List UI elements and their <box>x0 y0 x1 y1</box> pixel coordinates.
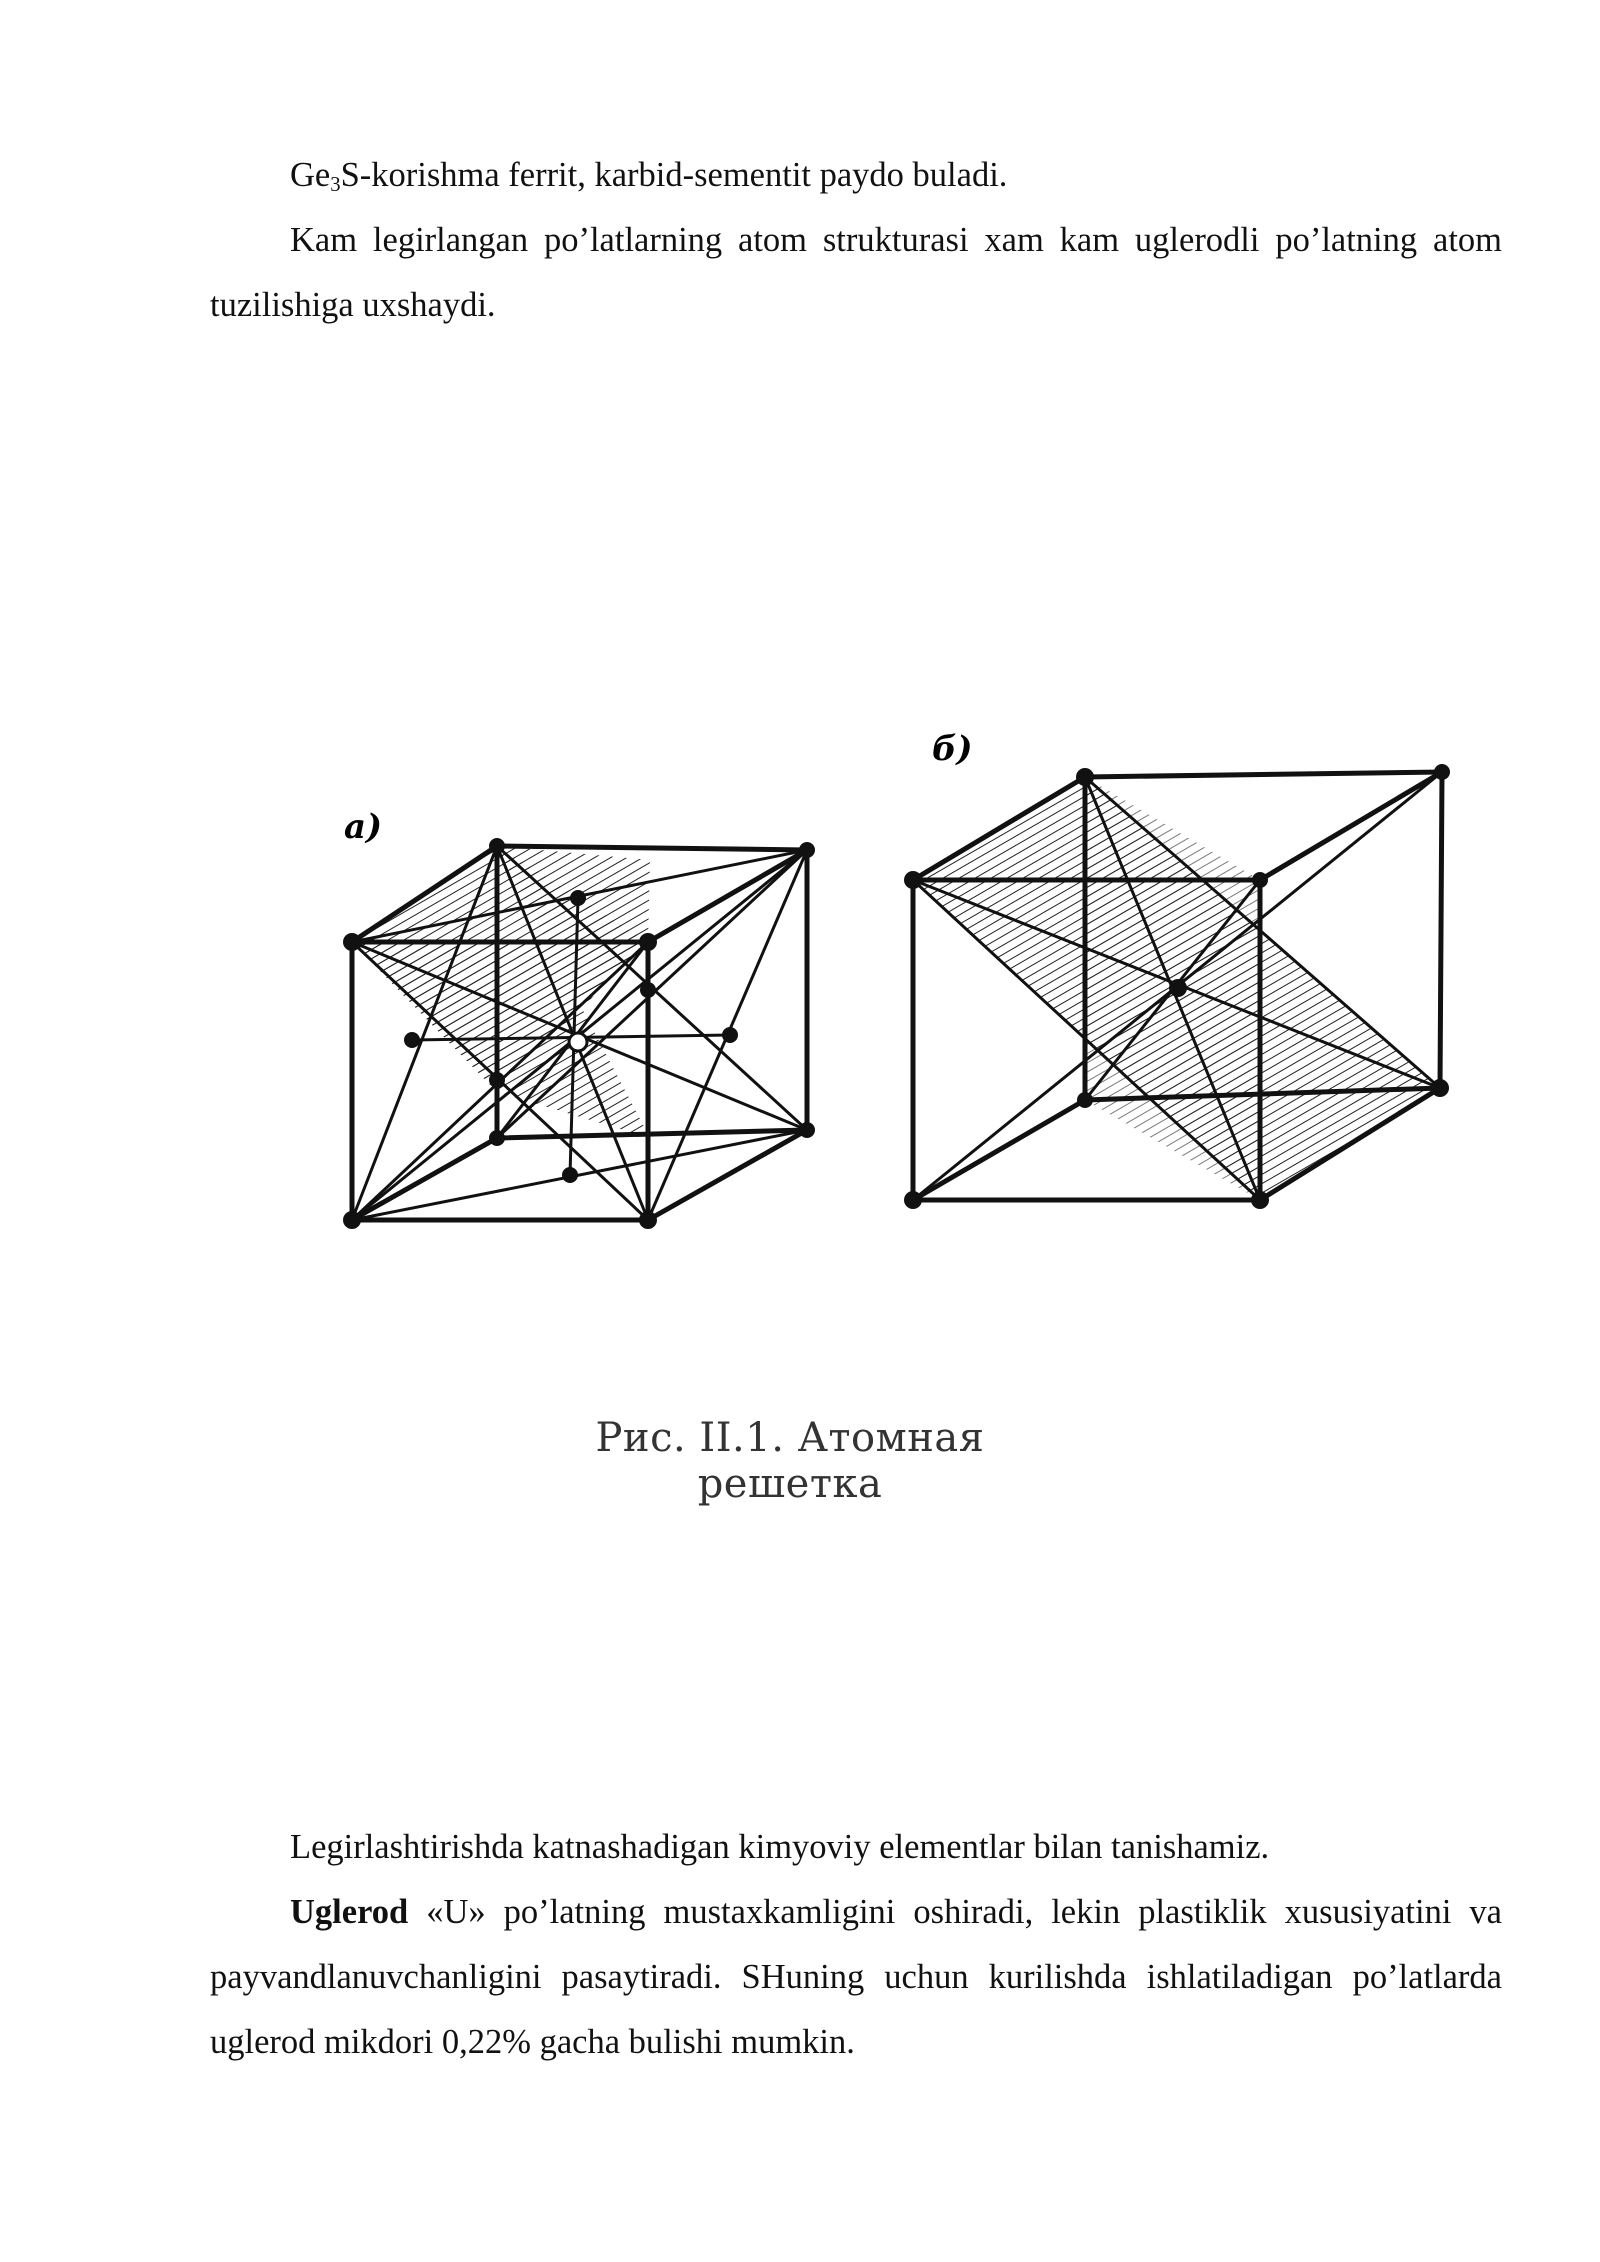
formula-subscript: 3 <box>330 174 341 197</box>
formula-main: Ge <box>290 156 331 194</box>
paragraph-ferrite <box>210 143 1502 208</box>
carbon-description: «U» po’latning mustaxkamligini oshiradi, lekin plastiklik xususiyatini va payvandlanuvchanligini pasaytiradi. SHuning uchun kurilishda ishlatiladigan po’latlarda uglerod mikdori 0,22% gacha bulishi mumkin. <box>210 1893 1502 2061</box>
paragraph-carbon <box>210 1880 1502 2075</box>
figure-label-b: б) <box>932 729 973 769</box>
paragraph-elements-intro: Legirlashtirishda katnashadigan kimyoviy elementlar bilan tanishamiz. <box>290 1828 1270 1866</box>
term-carbon: Uglerod <box>290 1893 409 1931</box>
atomic-lattice-figure <box>320 720 1480 1240</box>
formula-rest: S-korishma ferrit, karbid-sementit paydo buladi. <box>340 156 1008 194</box>
lattice-a <box>343 838 815 1229</box>
lattice-b <box>904 764 1450 1209</box>
figure-caption: Рис. II.1. Атомная решетка <box>595 1415 985 1507</box>
figure-label-a: a) <box>344 807 383 847</box>
paragraph-low-alloy-structure: Kam legirlangan po’latlarning atom strukturasi xam kam uglerodli po’latning atom tuzilishiga uxshaydi. <box>210 221 1502 324</box>
